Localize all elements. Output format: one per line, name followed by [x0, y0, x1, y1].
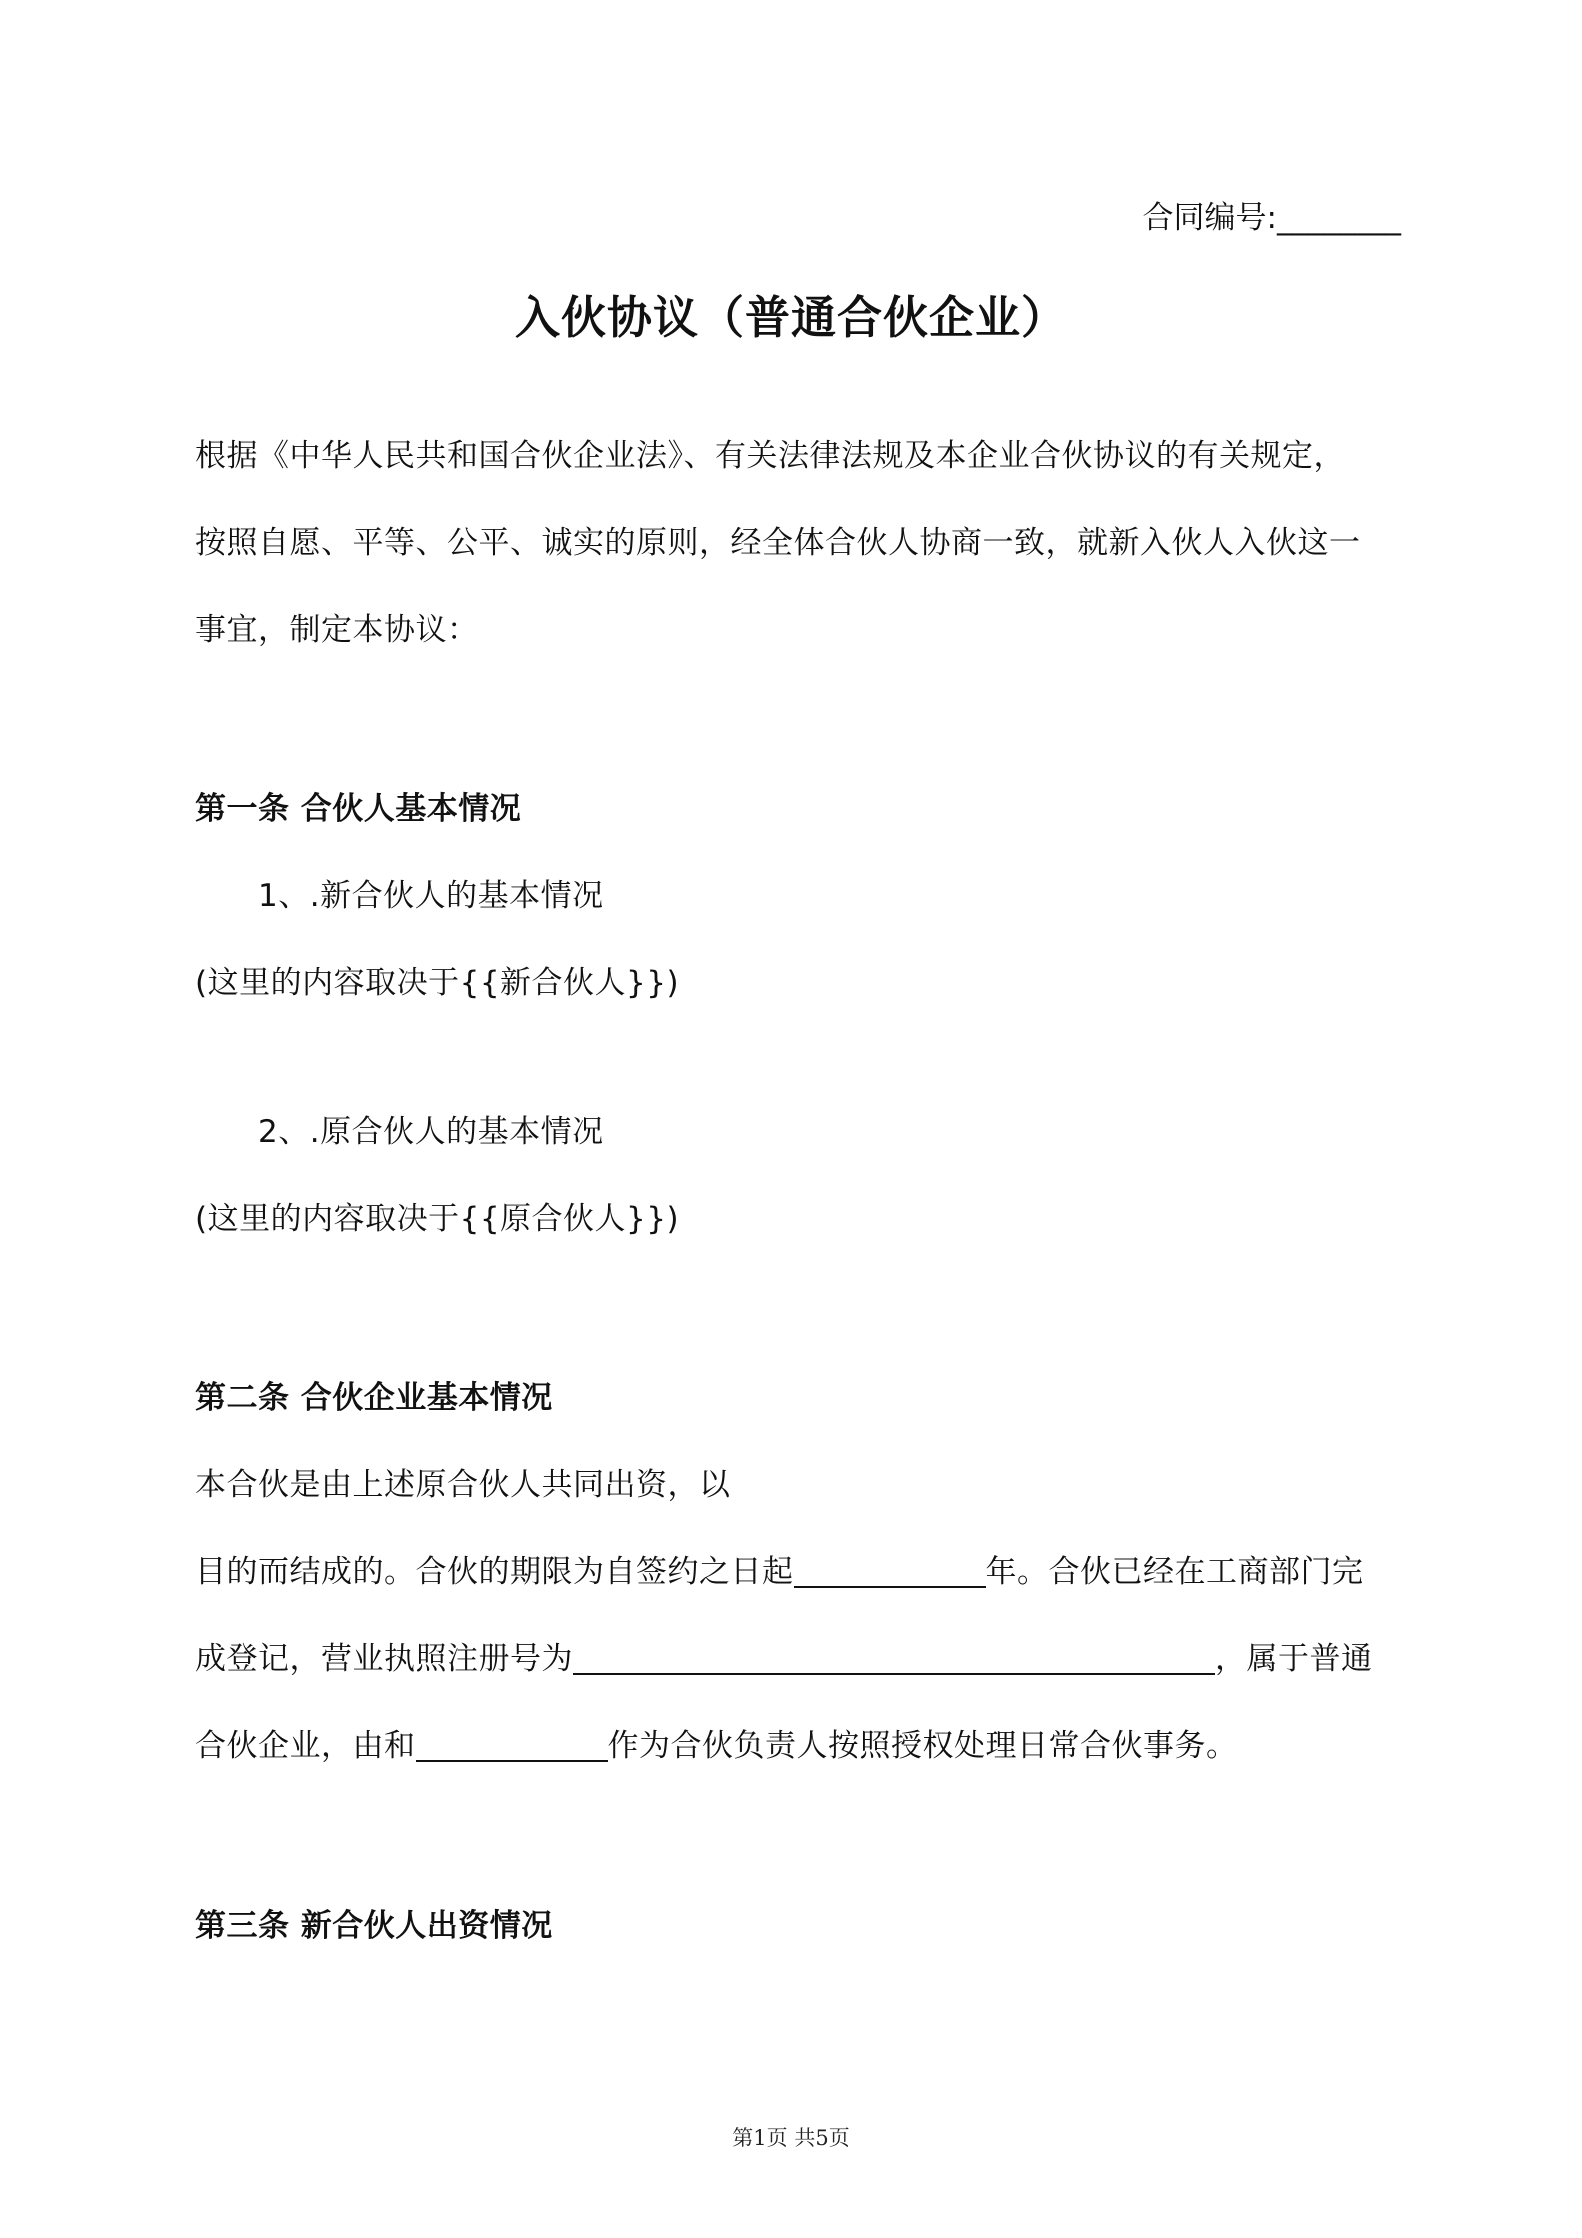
article-2-line-2-text-a: 目的而结成的。合伙的期限为自签约之日起	[195, 1554, 794, 1590]
contract-number-label: 合同编号:	[1142, 200, 1277, 236]
contract-number-blank: ________	[1277, 200, 1401, 236]
intro-line-3: 事宜，制定本协议：	[195, 612, 479, 648]
contract-number	[1143, 198, 1401, 238]
article-1-item-2-content: (这里的内容取决于{{原合伙人}})	[195, 1201, 680, 1237]
article-2-line-2	[195, 1552, 1364, 1592]
page-footer: 第1页 共5页	[732, 2126, 850, 2150]
responsible-partner-blank	[416, 1726, 608, 1762]
article-2-line-4	[195, 1726, 1238, 1766]
article-1-item-2-label: 2、.原合伙人的基本情况	[258, 1114, 604, 1150]
article-3-heading: 第三条 新合伙人出资情况	[195, 1908, 553, 1944]
article-2-line-4-text-a: 合伙企业，由和	[195, 1728, 416, 1764]
document-title: 入伙协议（普通合伙企业）	[514, 291, 1067, 344]
article-2-line-3	[195, 1639, 1373, 1679]
article-2-line-1: 本合伙是由上述原合伙人共同出资，以	[195, 1467, 731, 1503]
article-1-item-1-content: (这里的内容取决于{{新合伙人}})	[195, 965, 680, 1001]
license-number-blank	[573, 1639, 1215, 1675]
term-years-blank	[794, 1552, 986, 1588]
intro-line-1: 根据《中华人民共和国合伙企业法》、有关法律法规及本企业合伙协议的有关规定，	[195, 438, 1345, 474]
article-2-line-2-text-b: 年。合伙已经在工商部门完	[985, 1554, 1364, 1590]
article-1-heading: 第一条 合伙人基本情况	[195, 791, 522, 827]
article-2-line-3-text-a: 成登记，营业执照注册号为	[195, 1641, 573, 1677]
article-1-item-1-label: 1、.新合伙人的基本情况	[258, 878, 604, 914]
article-2-line-3-text-b: ，属于普通	[1215, 1641, 1373, 1677]
article-2-line-4-text-b: 作为合伙负责人按照授权处理日常合伙事务。	[607, 1728, 1238, 1764]
article-2-heading: 第二条 合伙企业基本情况	[195, 1380, 553, 1416]
intro-line-2: 按照自愿、平等、公平、诚实的原则，经全体合伙人协商一致，就新入伙人入伙这一	[195, 525, 1361, 561]
